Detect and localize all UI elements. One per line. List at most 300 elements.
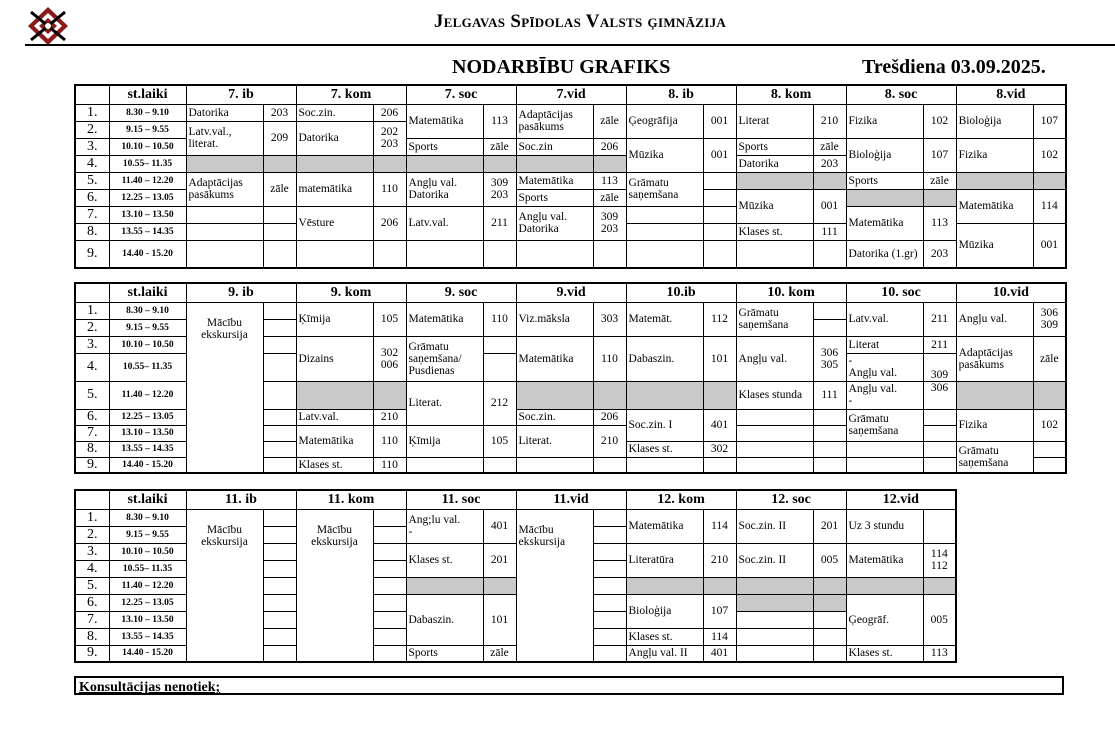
room-cell: 107 (923, 138, 956, 172)
empty-cell (736, 409, 813, 425)
class-header: 10.ib (626, 283, 736, 302)
subject-cell: Soc.zin. I (626, 409, 703, 441)
subject-cell: Matemātika (516, 172, 593, 189)
empty-cell (736, 240, 813, 268)
lesson-number: 8. (75, 628, 109, 645)
room-cell (263, 302, 296, 319)
lesson-number: 3. (75, 336, 109, 353)
room-cell (703, 189, 736, 206)
break-cell (813, 577, 846, 594)
break-cell (703, 577, 736, 594)
room-cell: 005 (923, 594, 956, 645)
subject-cell: Literat (846, 336, 923, 353)
lesson-time: 13.55 – 14.35 (109, 628, 186, 645)
empty-cell (626, 457, 703, 473)
subject-cell: Vēsture (296, 206, 373, 240)
subject-cell: Adaptācijas pasākums (516, 104, 593, 138)
empty-cell (373, 240, 406, 268)
subject-cell: Mācību ekskursija (516, 509, 593, 662)
room-cell (593, 560, 626, 577)
empty-cell (813, 628, 846, 645)
break-cell (593, 155, 626, 172)
subject-cell: Sports (406, 138, 483, 155)
break-cell (483, 577, 516, 594)
room-cell (263, 336, 296, 353)
subject-cell: Sports (736, 138, 813, 155)
subject-cell: Literat. (406, 381, 483, 425)
room-cell: 114 112 (923, 543, 956, 577)
table-row (75, 240, 1066, 268)
subject-cell: Fizika (956, 138, 1033, 172)
room-cell (593, 611, 626, 628)
room-cell: 102 (1033, 409, 1066, 441)
lesson-number: 4. (75, 353, 109, 381)
room-cell: 101 (483, 594, 516, 645)
room-cell: zāle (813, 138, 846, 155)
room-cell: 107 (703, 594, 736, 628)
room-cell: 101 (703, 336, 736, 381)
subject-cell: Mūzika (736, 189, 813, 223)
room-cell (263, 577, 296, 594)
empty-cell (736, 425, 813, 441)
subject-cell: Bioloģija (626, 594, 703, 628)
lesson-number: 5. (75, 172, 109, 189)
class-header: 10.vid (956, 283, 1066, 302)
subject-cell: Grāmatu saņemšana (736, 302, 813, 336)
class-header: 11. ib (186, 490, 296, 509)
room-cell (1033, 441, 1066, 457)
empty-cell (813, 441, 846, 457)
room-cell: 211 (923, 302, 956, 336)
empty-cell (736, 645, 813, 662)
subject-cell: Literat (736, 104, 813, 138)
subject-cell: Grāmatu saņemšana (956, 441, 1033, 473)
empty-cell (846, 441, 923, 457)
break-cell (846, 577, 923, 594)
empty-cell (703, 240, 736, 268)
room-cell: 203 (923, 240, 956, 268)
break-cell (626, 381, 703, 409)
subject-cell: Grāmatu saņemšana (846, 409, 923, 441)
room-cell: 211 (483, 206, 516, 240)
room-cell: 206 (373, 206, 406, 240)
room-cell (263, 409, 296, 425)
table-header-row (75, 85, 1066, 104)
room-cell: 110 (373, 172, 406, 206)
lesson-number: 9. (75, 645, 109, 662)
room-cell (813, 302, 846, 319)
table-header-row (75, 490, 956, 509)
subject-cell: Adaptācijas pasākums (186, 172, 263, 206)
room-cell: 111 (813, 381, 846, 409)
break-cell (296, 155, 373, 172)
empty-cell (406, 457, 483, 473)
empty-cell (813, 425, 846, 441)
lesson-number: 7. (75, 611, 109, 628)
empty-cell (813, 240, 846, 268)
room-cell (263, 611, 296, 628)
class-header: 7. soc (406, 85, 516, 104)
room-cell: 303 (593, 302, 626, 336)
empty-cell (593, 457, 626, 473)
lesson-time: 13.55 – 14.35 (109, 223, 186, 240)
empty-cell (736, 441, 813, 457)
room-cell (263, 509, 296, 526)
class-header: 12. soc (736, 490, 846, 509)
room-cell (373, 560, 406, 577)
room-cell (593, 594, 626, 611)
page-header (0, 0, 1115, 48)
empty-cell (736, 628, 813, 645)
subject-cell: - Angļu val. (846, 353, 923, 381)
break-cell (736, 594, 813, 611)
break-cell (593, 381, 626, 409)
times-header: st.laiki (109, 490, 186, 509)
room-cell (593, 543, 626, 560)
room-cell: 309 203 (593, 206, 626, 240)
empty-cell (626, 206, 703, 223)
room-cell: 306 (923, 381, 956, 409)
class-header: 10. kom (736, 283, 846, 302)
lesson-number: 7. (75, 425, 109, 441)
room-cell: 112 (703, 302, 736, 336)
school-name: Jelgavas Spīdolas Valsts ģimnāzija (433, 11, 727, 32)
lesson-time: 14.40 - 15.20 (109, 457, 186, 473)
subject-cell: Literatūra (626, 543, 703, 577)
room-cell (593, 526, 626, 543)
empty-cell (923, 457, 956, 473)
room-cell: 401 (483, 509, 516, 543)
subject-cell: Fizika (846, 104, 923, 138)
break-cell (483, 155, 516, 172)
class-header: 8. ib (626, 85, 736, 104)
room-cell: 113 (923, 645, 956, 662)
room-cell: 102 (923, 104, 956, 138)
subject-cell: Matemātika (296, 425, 373, 457)
room-cell: 209 (263, 121, 296, 155)
room-cell (263, 594, 296, 611)
empty-cell (263, 206, 296, 223)
subject-cell: Datorika (1.gr) (846, 240, 923, 268)
lesson-time: 9.15 – 9.55 (109, 319, 186, 336)
empty-cell (296, 240, 373, 268)
room-cell: 210 (373, 409, 406, 425)
room-cell (263, 560, 296, 577)
table-row (75, 104, 1066, 121)
subject-cell: Datorika (186, 104, 263, 121)
empty-cell (626, 223, 703, 240)
break-cell (956, 172, 1033, 189)
room-cell: 211 (923, 336, 956, 353)
lesson-number: 6. (75, 594, 109, 611)
subject-cell: Soc.zin (516, 138, 593, 155)
lesson-time: 8.30 – 9.10 (109, 509, 186, 526)
break-cell (626, 577, 703, 594)
empty-cell (813, 457, 846, 473)
empty-cell (846, 457, 923, 473)
break-cell (1033, 172, 1066, 189)
room-cell: zāle (923, 172, 956, 189)
subject-cell: Uz 3 stundu (846, 509, 923, 543)
room-cell: 210 (813, 104, 846, 138)
subject-cell: Matemātika (406, 302, 483, 336)
class-header: 8. soc (846, 85, 956, 104)
empty-cell (703, 206, 736, 223)
class-header: 7. kom (296, 85, 406, 104)
room-cell: zāle (593, 189, 626, 206)
room-cell: 306 309 (1033, 302, 1066, 336)
subject-cell: Angļu val. - (846, 381, 923, 409)
corner-cell (75, 283, 109, 302)
room-cell: 203 (263, 104, 296, 121)
room-cell (593, 509, 626, 526)
lesson-number: 6. (75, 189, 109, 206)
room-cell (483, 353, 516, 381)
empty-cell (186, 206, 263, 223)
subject-cell: Klases st. (296, 457, 373, 473)
room-cell: 302 006 (373, 336, 406, 381)
subject-cell: matemātika (296, 172, 373, 206)
empty-cell (516, 240, 593, 268)
empty-cell (813, 409, 846, 425)
subject-cell: Mūzika (626, 138, 703, 172)
room-cell (373, 577, 406, 594)
lesson-time: 8.30 – 9.10 (109, 302, 186, 319)
class-header: 7. ib (186, 85, 296, 104)
room-cell: 206 (593, 409, 626, 425)
room-cell (263, 353, 296, 381)
subject-cell: Mācību ekskursija (186, 509, 263, 662)
lesson-time: 14.40 - 15.20 (109, 240, 186, 268)
break-cell (736, 172, 813, 189)
room-cell: zāle (483, 138, 516, 155)
empty-cell (813, 645, 846, 662)
break-cell (516, 381, 593, 409)
subject-cell: Dizains (296, 336, 373, 381)
room-cell (263, 645, 296, 662)
lesson-number: 1. (75, 104, 109, 121)
subject-cell: Soc.zin. II (736, 543, 813, 577)
room-cell (263, 526, 296, 543)
subject-cell: Angļu val. Datorika (516, 206, 593, 240)
break-cell (406, 155, 483, 172)
break-cell (186, 155, 263, 172)
break-cell (813, 594, 846, 611)
subject-cell: Latv.val. (846, 302, 923, 336)
class-header: 11. kom (296, 490, 406, 509)
room-cell: 306 305 (813, 336, 846, 381)
lesson-number: 6. (75, 409, 109, 425)
subject-cell: Klases st. (736, 223, 813, 240)
class-header: 9.vid (516, 283, 626, 302)
lesson-time: 11.40 – 12.20 (109, 172, 186, 189)
lesson-time: 13.10 – 13.50 (109, 206, 186, 223)
subject-cell: Sports (406, 645, 483, 662)
room-cell (1033, 457, 1066, 473)
room-cell: 110 (593, 336, 626, 381)
empty-cell (406, 240, 483, 268)
schedule-table-9-10 (74, 282, 1067, 474)
subject-cell: Viz.māksla (516, 302, 593, 336)
empty-cell (186, 223, 263, 240)
room-cell: 309 (923, 353, 956, 381)
room-cell: 105 (373, 302, 406, 336)
subject-cell: Angļu val. Datorika (406, 172, 483, 206)
subject-cell: Sports (846, 172, 923, 189)
class-header: 9. kom (296, 283, 406, 302)
room-cell (263, 628, 296, 645)
room-cell: zāle (263, 172, 296, 206)
room-cell (373, 645, 406, 662)
lesson-time: 10.10 – 10.50 (109, 336, 186, 353)
room-cell (923, 409, 956, 425)
subject-cell: Matemātika (846, 543, 923, 577)
lesson-time: 13.10 – 13.50 (109, 611, 186, 628)
room-cell (593, 645, 626, 662)
subject-cell: Ang;lu val. - (406, 509, 483, 543)
room-cell: 110 (373, 457, 406, 473)
subject-cell: Mācību ekskursija (296, 509, 373, 662)
class-header: 8.vid (956, 85, 1066, 104)
empty-cell (483, 457, 516, 473)
empty-cell (703, 223, 736, 240)
times-header: st.laiki (109, 85, 186, 104)
subject-cell: Mācību ekskursija (186, 302, 263, 473)
class-header: 11. soc (406, 490, 516, 509)
break-cell (296, 381, 373, 409)
room-cell: 206 (593, 138, 626, 155)
class-header: 10. soc (846, 283, 956, 302)
lesson-time: 10.55– 11.35 (109, 155, 186, 172)
class-header: 12.vid (846, 490, 956, 509)
room-cell: 206 (373, 104, 406, 121)
room-cell: zāle (483, 645, 516, 662)
lesson-number: 9. (75, 240, 109, 268)
empty-cell (736, 611, 813, 628)
lesson-number: 2. (75, 526, 109, 543)
room-cell (373, 509, 406, 526)
room-cell (263, 425, 296, 441)
lesson-time: 13.10 – 13.50 (109, 425, 186, 441)
subject-cell: Angļu val. (956, 302, 1033, 336)
subject-cell: Matemātika (406, 104, 483, 138)
room-cell (923, 425, 956, 441)
room-cell (923, 509, 956, 543)
table-row (75, 172, 1066, 189)
lesson-number: 1. (75, 509, 109, 526)
header-divider (25, 44, 1115, 46)
empty-cell (813, 611, 846, 628)
lesson-number: 2. (75, 319, 109, 336)
break-cell (846, 189, 923, 206)
subject-cell: Dabaszin. (406, 594, 483, 645)
lesson-time: 9.15 – 9.55 (109, 526, 186, 543)
room-cell: 309 203 (483, 172, 516, 206)
subject-cell: Latv.val. (406, 206, 483, 240)
subject-cell: Matemātika (956, 189, 1033, 223)
break-cell (406, 577, 483, 594)
room-cell (483, 336, 516, 353)
lesson-time: 11.40 – 12.20 (109, 577, 186, 594)
school-logo-icon (27, 6, 69, 46)
lesson-time: 8.30 – 9.10 (109, 104, 186, 121)
subject-cell: Angļu val. (736, 336, 813, 381)
break-cell (373, 381, 406, 409)
lesson-number: 8. (75, 223, 109, 240)
subject-cell: Bioloģija (846, 138, 923, 172)
schedule-date: Trešdiena 03.09.2025. (862, 56, 1046, 78)
room-cell: 001 (703, 138, 736, 172)
room-cell: zāle (1033, 336, 1066, 381)
subject-cell: Klases st. (406, 543, 483, 577)
room-cell: 113 (923, 206, 956, 240)
room-cell (373, 526, 406, 543)
lesson-number: 1. (75, 302, 109, 319)
room-cell: 210 (703, 543, 736, 577)
lesson-number: 7. (75, 206, 109, 223)
room-cell (263, 441, 296, 457)
empty-cell (703, 457, 736, 473)
subject-cell: Grāmatu saņemšana/ Pusdienas (406, 336, 483, 381)
subject-cell: Soc.zin. (516, 409, 593, 425)
lesson-time: 10.55– 11.35 (109, 560, 186, 577)
room-cell: 105 (483, 425, 516, 457)
lesson-number: 5. (75, 381, 109, 409)
lesson-time: 14.40 - 15.20 (109, 645, 186, 662)
subject-cell: Klases st. (626, 628, 703, 645)
subject-cell: Latv.val. (296, 409, 373, 425)
room-cell (263, 543, 296, 560)
room-cell: 001 (703, 104, 736, 138)
room-cell (373, 543, 406, 560)
empty-cell (923, 441, 956, 457)
room-cell (373, 628, 406, 645)
room-cell: 005 (813, 543, 846, 577)
room-cell (263, 457, 296, 473)
room-cell: 102 (1033, 138, 1066, 172)
lesson-number: 8. (75, 441, 109, 457)
room-cell: 201 (813, 509, 846, 543)
table-row (75, 509, 956, 526)
subject-cell: Literat. (516, 425, 593, 457)
subject-cell: Sports (516, 189, 593, 206)
lesson-time: 11.40 – 12.20 (109, 381, 186, 409)
room-cell (263, 319, 296, 336)
subject-cell: Dabaszin. (626, 336, 703, 381)
lesson-time: 10.55– 11.35 (109, 353, 186, 381)
subject-cell: Fizika (956, 409, 1033, 441)
class-header: 11.vid (516, 490, 626, 509)
room-cell (263, 381, 296, 409)
table-header-row (75, 283, 1066, 302)
room-cell: 111 (813, 223, 846, 240)
subject-cell: Angļu val. II (626, 645, 703, 662)
schedule-table-7-8 (74, 84, 1067, 269)
lesson-time: 12.25 – 13.05 (109, 594, 186, 611)
class-header: 9. soc (406, 283, 516, 302)
break-cell (1033, 381, 1066, 409)
subject-cell: Ģeogrāfija (626, 104, 703, 138)
lesson-time: 12.25 – 13.05 (109, 409, 186, 425)
subject-cell: Klases st. (626, 441, 703, 457)
table-row (75, 206, 1066, 223)
subject-cell: Bioloģija (956, 104, 1033, 138)
subject-cell: Ģeogrāf. (846, 594, 923, 645)
subject-cell: Soc.zin. II (736, 509, 813, 543)
break-cell (736, 577, 813, 594)
class-header: 12. kom (626, 490, 736, 509)
lesson-time: 12.25 – 13.05 (109, 189, 186, 206)
